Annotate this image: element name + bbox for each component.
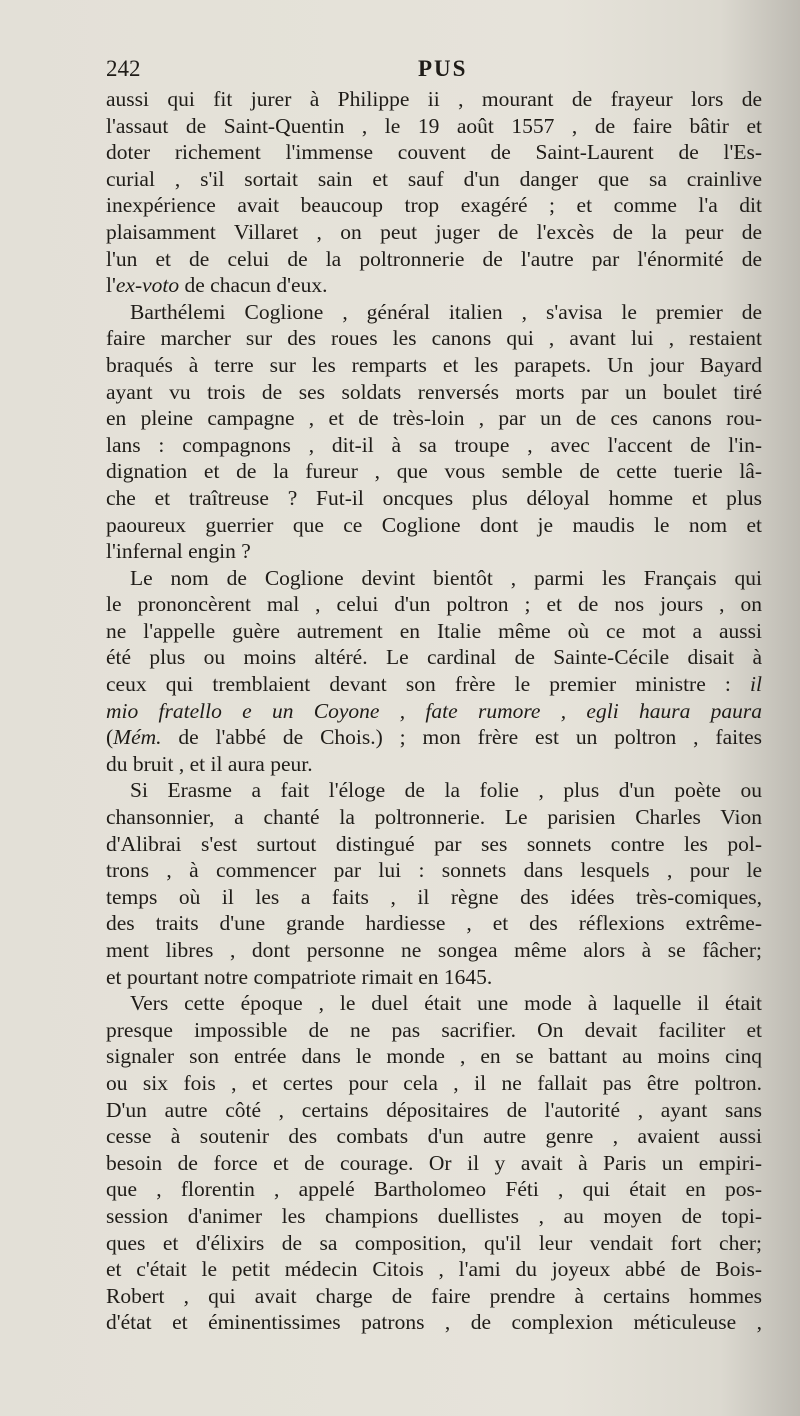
text-line (106, 591, 762, 618)
line-text: ment libres , dont personne ne songea même alors à se fâcher; (106, 938, 762, 962)
text-line (106, 1043, 762, 1070)
text-line (106, 166, 762, 193)
line-text: faire marcher sur des roues les canons qui , avant lui , restaient (106, 326, 762, 351)
text-line (106, 910, 762, 937)
line-text: d'état et éminentissimes patrons , de complexion méticuleuse , (106, 1310, 762, 1335)
line-text: besoin de force et de courage. Or il y avait à Paris un empiri- (106, 1150, 762, 1175)
text-line (106, 325, 762, 352)
line-text: braqués à terre sur les remparts et les parapets. Un jour Bayard (106, 352, 762, 377)
text-line (106, 618, 762, 645)
text-line (106, 432, 762, 459)
line-text: plaisamment Villaret , on peut juger de l'excès de la peur de (106, 219, 762, 244)
line-text: l'assaut de Saint-Quentin , le 19 août 1557 , de faire bâtir et (106, 113, 762, 138)
text-line (106, 1017, 762, 1044)
text-line (106, 86, 762, 113)
line-text: que , florentin , appelé Bartholomeo Féti , qui était en pos- (106, 1177, 762, 1202)
line-text: presque impossible de ne pas sacrifier. On devait faciliter et (106, 1017, 762, 1042)
line-text: lans : compagnons , dit-il à sa troupe , avec l'accent de l'in- (106, 432, 762, 457)
line-text: le prononcèrent mal , celui d'un poltron ; et de nos jours , on (106, 592, 762, 617)
line-text: et pourtant notre compatriote rimait en 1645. (106, 964, 493, 989)
text-line (106, 698, 762, 725)
line-text: inexpérience avait beaucoup trop exagéré ; et comme l'a dit (106, 193, 762, 218)
text-line (106, 937, 762, 964)
text-line (106, 964, 762, 991)
text-line (106, 512, 762, 539)
text-line (106, 804, 762, 831)
text-line (106, 272, 762, 299)
text-line (106, 246, 762, 273)
text-line (106, 990, 762, 1017)
text-line (106, 352, 762, 379)
line-text: paoureux guerrier que ce Coglione dont je maudis le nom et (106, 512, 762, 537)
page-body (106, 56, 762, 1336)
line-text: ceux qui tremblaient devant son frère le premier ministre : (106, 672, 751, 697)
text-line (106, 405, 762, 432)
line-text: l'un et de celui de la poltronnerie de l'autre par l'énormité de (106, 246, 762, 271)
text-body (106, 86, 762, 1336)
text-line (106, 1256, 762, 1283)
line-text: D'un autre côté , certains dépositaires de l'autorité , ayant sans (106, 1097, 762, 1122)
text-line (106, 884, 762, 911)
line-text: ayant vu trois de ses soldats renversés morts par un boulet tiré (106, 379, 762, 404)
line-text: ne l'appelle guère autrement en Italie même où ce mot a aussi (106, 618, 762, 643)
line-text: curial , s'il sortait sain et sauf d'un danger que sa crainlive (106, 166, 762, 191)
text-line (106, 644, 762, 671)
italic-text: ex-voto (115, 273, 180, 298)
text-line (106, 565, 762, 592)
text-line (106, 458, 762, 485)
line-text: Robert , qui avait charge de faire prendre à certains hommes (106, 1283, 762, 1308)
text-line (106, 831, 762, 858)
line-text: trons , à commencer par lui : sonnets dans lesquels , pour le (106, 858, 762, 883)
text-line (106, 671, 762, 698)
line-text: cesse à soutenir des combats d'un autre genre , avaient aussi (106, 1124, 762, 1149)
line-text: l' (106, 273, 116, 298)
text-line (106, 219, 762, 246)
text-line (106, 857, 762, 884)
line-text: Si Erasme a fait l'éloge de la folie , plus d'un poète ou (130, 778, 762, 803)
text-line (106, 1097, 762, 1124)
italic-text: Mém. (113, 725, 162, 750)
text-line (106, 1150, 762, 1177)
line-text: en pleine campagne , et de très-loin , par un de ces canons rou- (106, 406, 762, 431)
line-text: Barthélemi Coglione , général italien , s'avisa le premier de (130, 299, 762, 324)
line-text: été plus ou moins altéré. Le cardinal de Sainte-Cécile disait à (106, 645, 762, 670)
line-text: chansonnier, a chanté la poltronnerie. Le parisien Charles Vion (106, 805, 762, 830)
line-text: che et traîtreuse ? Fut-il oncques plus déloyal homme et plus (106, 485, 762, 510)
line-text: aussi qui fit jurer à Philippe ii , mourant de frayeur lors de (106, 87, 762, 111)
line-text: dignation et de la fureur , que vous semble de cette tuerie lâ- (106, 459, 762, 484)
text-line (106, 192, 762, 219)
line-text: l'infernal engin ? (106, 539, 251, 564)
page-header (106, 56, 762, 86)
text-line (106, 1283, 762, 1310)
text-line (106, 379, 762, 406)
text-line (106, 139, 762, 166)
text-line (106, 751, 762, 778)
text-line (106, 1203, 762, 1230)
line-text: ( (106, 725, 114, 750)
text-line (106, 1123, 762, 1150)
italic-text: il (750, 672, 762, 697)
text-line (106, 777, 762, 804)
text-line (106, 724, 762, 751)
line-text: des traits d'une grande hardiesse , et des réflexions extrême- (106, 911, 762, 936)
text-line (106, 1230, 762, 1257)
page-number: 242 (106, 56, 141, 81)
line-text: du bruit , et il aura peur. (106, 751, 313, 776)
text-line (106, 1309, 762, 1336)
italic-text: mio fratello e un Coyone , fate rumore , egli haura paura (106, 698, 762, 723)
line-text: signaler son entrée dans le monde , en se battant au moins cinq (106, 1044, 762, 1069)
line-text: ou six fois , et certes pour cela , il ne fallait pas être poltron. (106, 1070, 762, 1095)
line-text: doter richement l'immense couvent de Saint-Laurent de l'Es- (106, 140, 762, 165)
text-line (106, 538, 762, 565)
line-text: ques et d'élixirs de sa composition, qu'il leur vendait fort cher; (106, 1230, 762, 1255)
line-text: Le nom de Coglione devint bientôt , parmi les Français qui (130, 565, 762, 590)
text-line (106, 1070, 762, 1097)
line-text: d'Alibrai s'est surtout distingué par ses sonnets contre les pol- (106, 831, 762, 856)
line-text: temps où il les a faits , il règne des idées très-comiques, (106, 884, 762, 909)
text-line (106, 299, 762, 326)
text-line (106, 1176, 762, 1203)
line-text: de chacun d'eux. (179, 273, 328, 298)
line-text: Vers cette époque , le duel était une mode à laquelle il était (130, 991, 762, 1016)
line-text: session d'animer les champions duellistes , au moyen de topi- (106, 1203, 762, 1228)
text-line (106, 485, 762, 512)
line-text: et c'était le petit médecin Citois , l'ami du joyeux abbé de Bois- (106, 1257, 762, 1282)
text-line (106, 113, 762, 140)
running-title: PUS (418, 56, 468, 81)
line-text: de l'abbé de Chois.) ; mon frère est un poltron , faites (161, 725, 762, 750)
